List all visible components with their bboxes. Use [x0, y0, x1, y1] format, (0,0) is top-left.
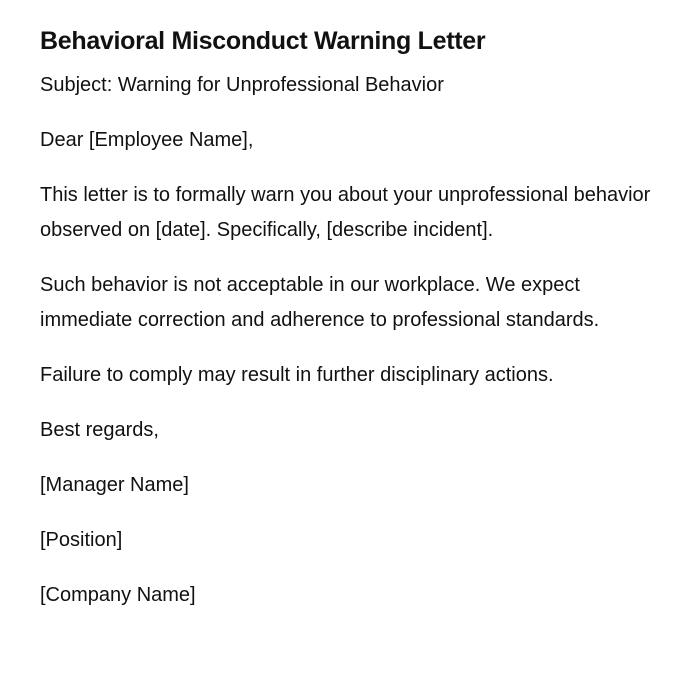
- letter-paragraph-intro: This letter is to formally warn you about your unprofessional behavior observed on [date]. Specifically, [describe incident].: [40, 184, 651, 241]
- letter-salutation: Dear [Employee Name],: [40, 129, 254, 151]
- signature-position: [Position]: [40, 529, 123, 551]
- letter-closing: Best regards,: [40, 419, 159, 441]
- letter-paragraph-consequence: Failure to comply may result in further disciplinary actions.: [40, 364, 554, 386]
- signature-manager-name: [Manager Name]: [40, 474, 189, 496]
- signature-company-name: [Company Name]: [40, 584, 196, 606]
- letter-paragraph-expectation: Such behavior is not acceptable in our workplace. We expect immediate correction and adherence to professional standards.: [40, 274, 600, 331]
- letter-subject: Subject: Warning for Unprofessional Behavior: [40, 74, 444, 96]
- letter-title: Behavioral Misconduct Warning Letter: [40, 27, 486, 55]
